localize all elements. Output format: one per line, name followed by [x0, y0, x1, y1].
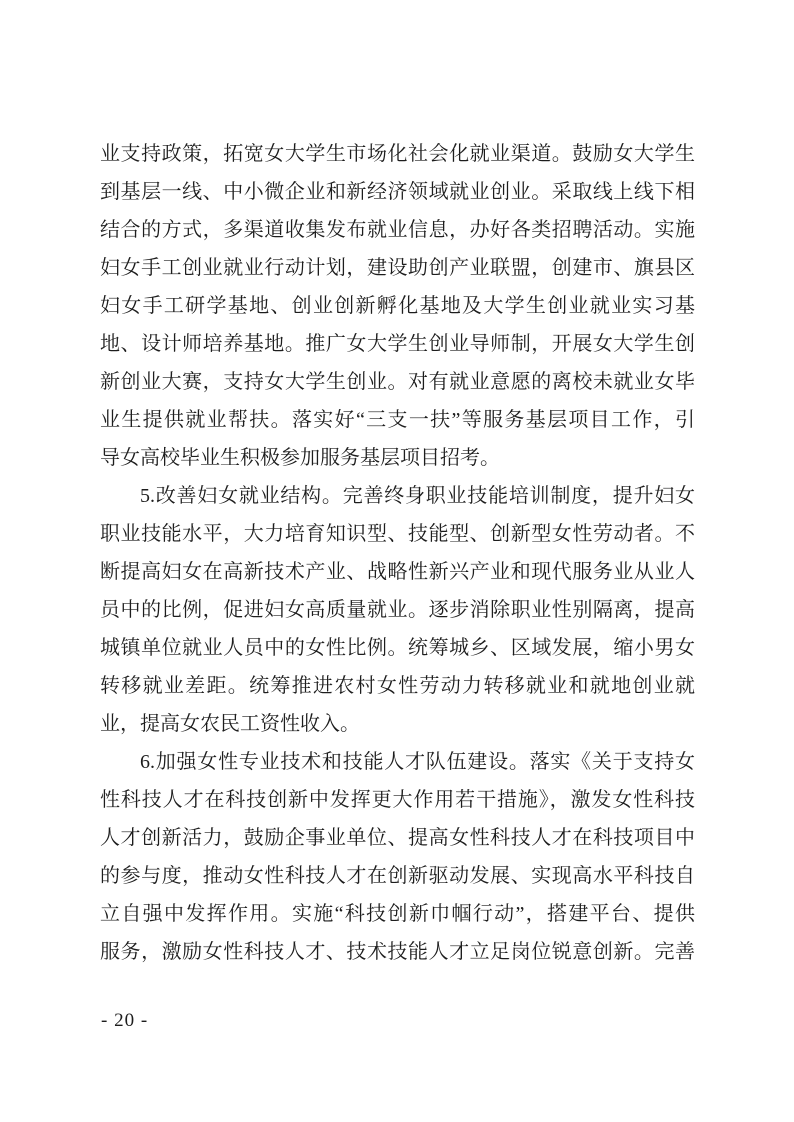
text-line: 转移就业差距。统筹推进农村女性劳动力转移就业和就地创业就 [100, 675, 695, 697]
text-line: 新创业大赛，支持女大学生创业。对有就业意愿的离校未就业女毕 [100, 371, 695, 393]
text-line: 到基层一线、中小微企业和新经济领域就业创业。采取线上线下相 [100, 181, 695, 203]
text-line: 业支持政策，拓宽女大学生市场化社会化就业渠道。鼓励女大学生 [100, 143, 695, 165]
text-line: 导女高校毕业生积极参加服务基层项目招考。 [100, 447, 500, 469]
text-line: 6.加强女性专业技术和技能人才队伍建设。落实《关于支持女 [140, 751, 695, 773]
text-line: 员中的比例，促进妇女高质量就业。逐步消除职业性别隔离，提高 [100, 599, 695, 621]
text-line: 结合的方式，多渠道收集发布就业信息，办好各类招聘活动。实施 [100, 219, 695, 241]
page-number: - 20 - [101, 1010, 149, 1031]
text-line: 妇女手工创业就业行动计划，建设助创产业联盟，创建市、旗县区 [100, 257, 695, 279]
text-line: 妇女手工研学基地、创业创新孵化基地及大学生创业就业实习基 [100, 295, 695, 317]
text-line: 的参与度，推动女性科技人才在创新驱动发展、实现高水平科技自 [100, 865, 695, 887]
text-line: 人才创新活力，鼓励企事业单位、提高女性科技人才在科技项目中 [100, 827, 695, 849]
text-line: 业生提供就业帮扶。落实好“三支一扶”等服务基层项目工作，引 [100, 409, 695, 431]
text-line: 职业技能水平，大力培育知识型、技能型、创新型女性劳动者。不 [100, 523, 695, 545]
text-line: 立自强中发挥作用。实施“科技创新巾帼行动”，搭建平台、提供 [100, 903, 695, 925]
text-line: 断提高妇女在高新技术产业、战略性新兴产业和现代服务业从业人 [100, 561, 695, 583]
text-line: 地、设计师培养基地。推广女大学生创业导师制，开展女大学生创 [100, 333, 695, 355]
text-line: 业，提高女农民工资性收入。 [100, 713, 360, 735]
text-line: 5.改善妇女就业结构。完善终身职业技能培训制度，提升妇女 [140, 485, 695, 507]
text-line: 城镇单位就业人员中的女性比例。统筹城乡、区域发展，缩小男女 [100, 637, 695, 659]
text-line: 服务，激励女性科技人才、技术技能人才立足岗位锐意创新。完善 [100, 941, 695, 963]
text-line: 性科技人才在科技创新中发挥更大作用若干措施》，激发女性科技 [100, 789, 695, 811]
document-body [100, 135, 695, 971]
